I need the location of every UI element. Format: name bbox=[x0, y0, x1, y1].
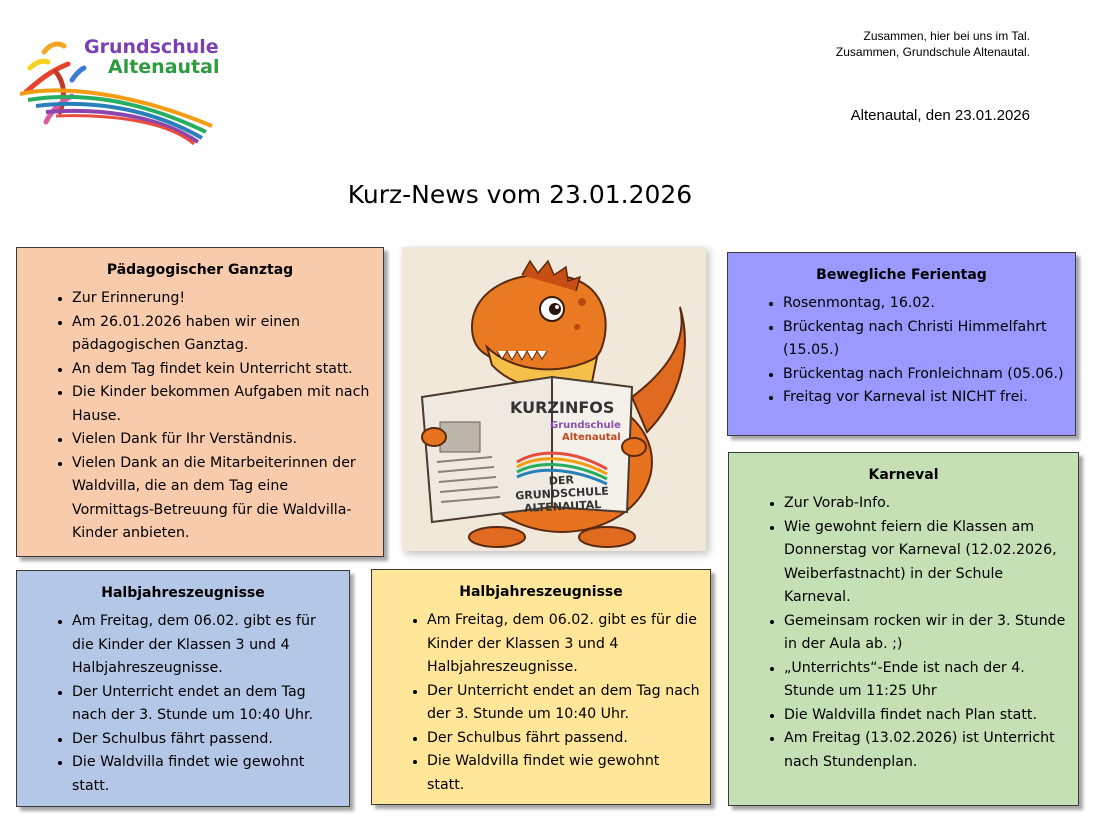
ferientag-heading: Bewegliche Ferientag bbox=[816, 267, 987, 283]
list-item: • Zur Erinnerung! bbox=[72, 287, 373, 311]
dateline: Altenautal, den 23.01.2026 bbox=[850, 107, 1030, 124]
karneval-heading: Karneval bbox=[868, 467, 939, 483]
list-item: • Die Waldvilla findet wie gewohnt statt. bbox=[72, 751, 339, 798]
ganztag-heading: Pädagogischer Ganztag bbox=[106, 262, 294, 278]
karneval-list bbox=[739, 492, 1068, 774]
list-item: • Am Freitag (13.02.2026) ist Unterricht nach Stundenplan. bbox=[784, 727, 1068, 774]
list-item: • Am Freitag, dem 06.02. gibt es für die Kinder der Klassen 3 und 4 Halbjahreszeugnisse. bbox=[72, 610, 339, 681]
ferientag-box bbox=[727, 252, 1076, 436]
logo-text-line1: Grundschule bbox=[84, 36, 219, 58]
list-item: • Wie gewohnt feiern die Klassen am Donnerstag vor Karneval (12.02.2026, Weiberfastnacht) in der Schule Karneval. bbox=[784, 516, 1068, 610]
list-item: • Die Kinder bekommen Aufgaben mit nach Hause. bbox=[72, 381, 373, 428]
zeugnisse-list bbox=[27, 610, 339, 798]
list-item: • Der Unterricht endet an dem Tag nach der 3. Stunde um 10:40 Uhr. bbox=[427, 680, 700, 727]
zeugnisse-box-yellow bbox=[371, 569, 711, 805]
paper-logo-line2: Altenautal bbox=[562, 432, 621, 443]
logo-text-line2: Altenautal bbox=[108, 56, 220, 78]
list-item: • Freitag vor Karneval ist NICHT frei. bbox=[783, 386, 1065, 410]
slogan-line1: Zusammen, hier bei uns im Tal. bbox=[863, 29, 1030, 43]
list-item: • Die Waldvilla findet wie gewohnt statt. bbox=[427, 750, 700, 797]
list-item: • Vielen Dank an die Mitarbeiterinnen der Waldvilla, die an dem Tag eine Vormittags-Betreuung für die Waldvilla-Kinder anbieten. bbox=[72, 452, 373, 546]
paper-bottom-text: DER GRUNDSCHULE ALTENAUTAL bbox=[515, 473, 609, 515]
zeugnisse-heading: Halbjahreszeugnisse bbox=[459, 584, 623, 600]
list-item: • An dem Tag findet kein Unterricht statt. bbox=[72, 358, 373, 382]
list-item: • Rosenmontag, 16.02. bbox=[783, 292, 1065, 316]
list-item: • Brückentag nach Fronleichnam (05.06.) bbox=[783, 363, 1065, 387]
school-logo bbox=[16, 34, 242, 150]
list-item: • Der Unterricht endet an dem Tag nach der 3. Stunde um 10:40 Uhr. bbox=[72, 681, 339, 728]
karneval-box bbox=[728, 452, 1079, 806]
list-item: • Brückentag nach Christi Himmelfahrt (15.05.) bbox=[783, 316, 1065, 363]
list-item: • Der Schulbus fährt passend. bbox=[427, 727, 700, 751]
page-title: Kurz-News vom 23.01.2026 bbox=[347, 180, 693, 209]
list-item: • Die Waldvilla findet nach Plan statt. bbox=[784, 704, 1068, 728]
ganztag-box bbox=[16, 247, 384, 557]
slogan bbox=[836, 28, 1030, 60]
list-item: • Zur Vorab-Info. bbox=[784, 492, 1068, 516]
paper-logo-line1: Grundschule bbox=[550, 420, 621, 431]
zeugnisse-box-blue bbox=[16, 570, 350, 807]
list-item: • Der Schulbus fährt passend. bbox=[72, 728, 339, 752]
list-item: • „Unterrichts“-Ende ist nach der 4. Stunde um 11:25 Uhr bbox=[784, 657, 1068, 704]
ganztag-list bbox=[27, 287, 373, 546]
ferientag-list bbox=[738, 292, 1065, 410]
list-item: • Gemeinsam rocken wir in der 3. Stunde in der Aula ab. ;) bbox=[784, 610, 1068, 657]
paper-title: KURZINFOS bbox=[510, 398, 615, 417]
list-item: • Am 26.01.2026 haben wir einen pädagogischen Ganztag. bbox=[72, 311, 373, 358]
list-item: • Vielen Dank für Ihr Verständnis. bbox=[72, 428, 373, 452]
list-item: • Am Freitag, dem 06.02. gibt es für die Kinder der Klassen 3 und 4 Halbjahreszeugnisse. bbox=[427, 609, 700, 680]
zeugnisse-heading: Halbjahreszeugnisse bbox=[101, 585, 265, 601]
zeugnisse-list bbox=[382, 609, 700, 797]
slogan-line2: Zusammen, Grundschule Altenautal. bbox=[835, 45, 1030, 59]
